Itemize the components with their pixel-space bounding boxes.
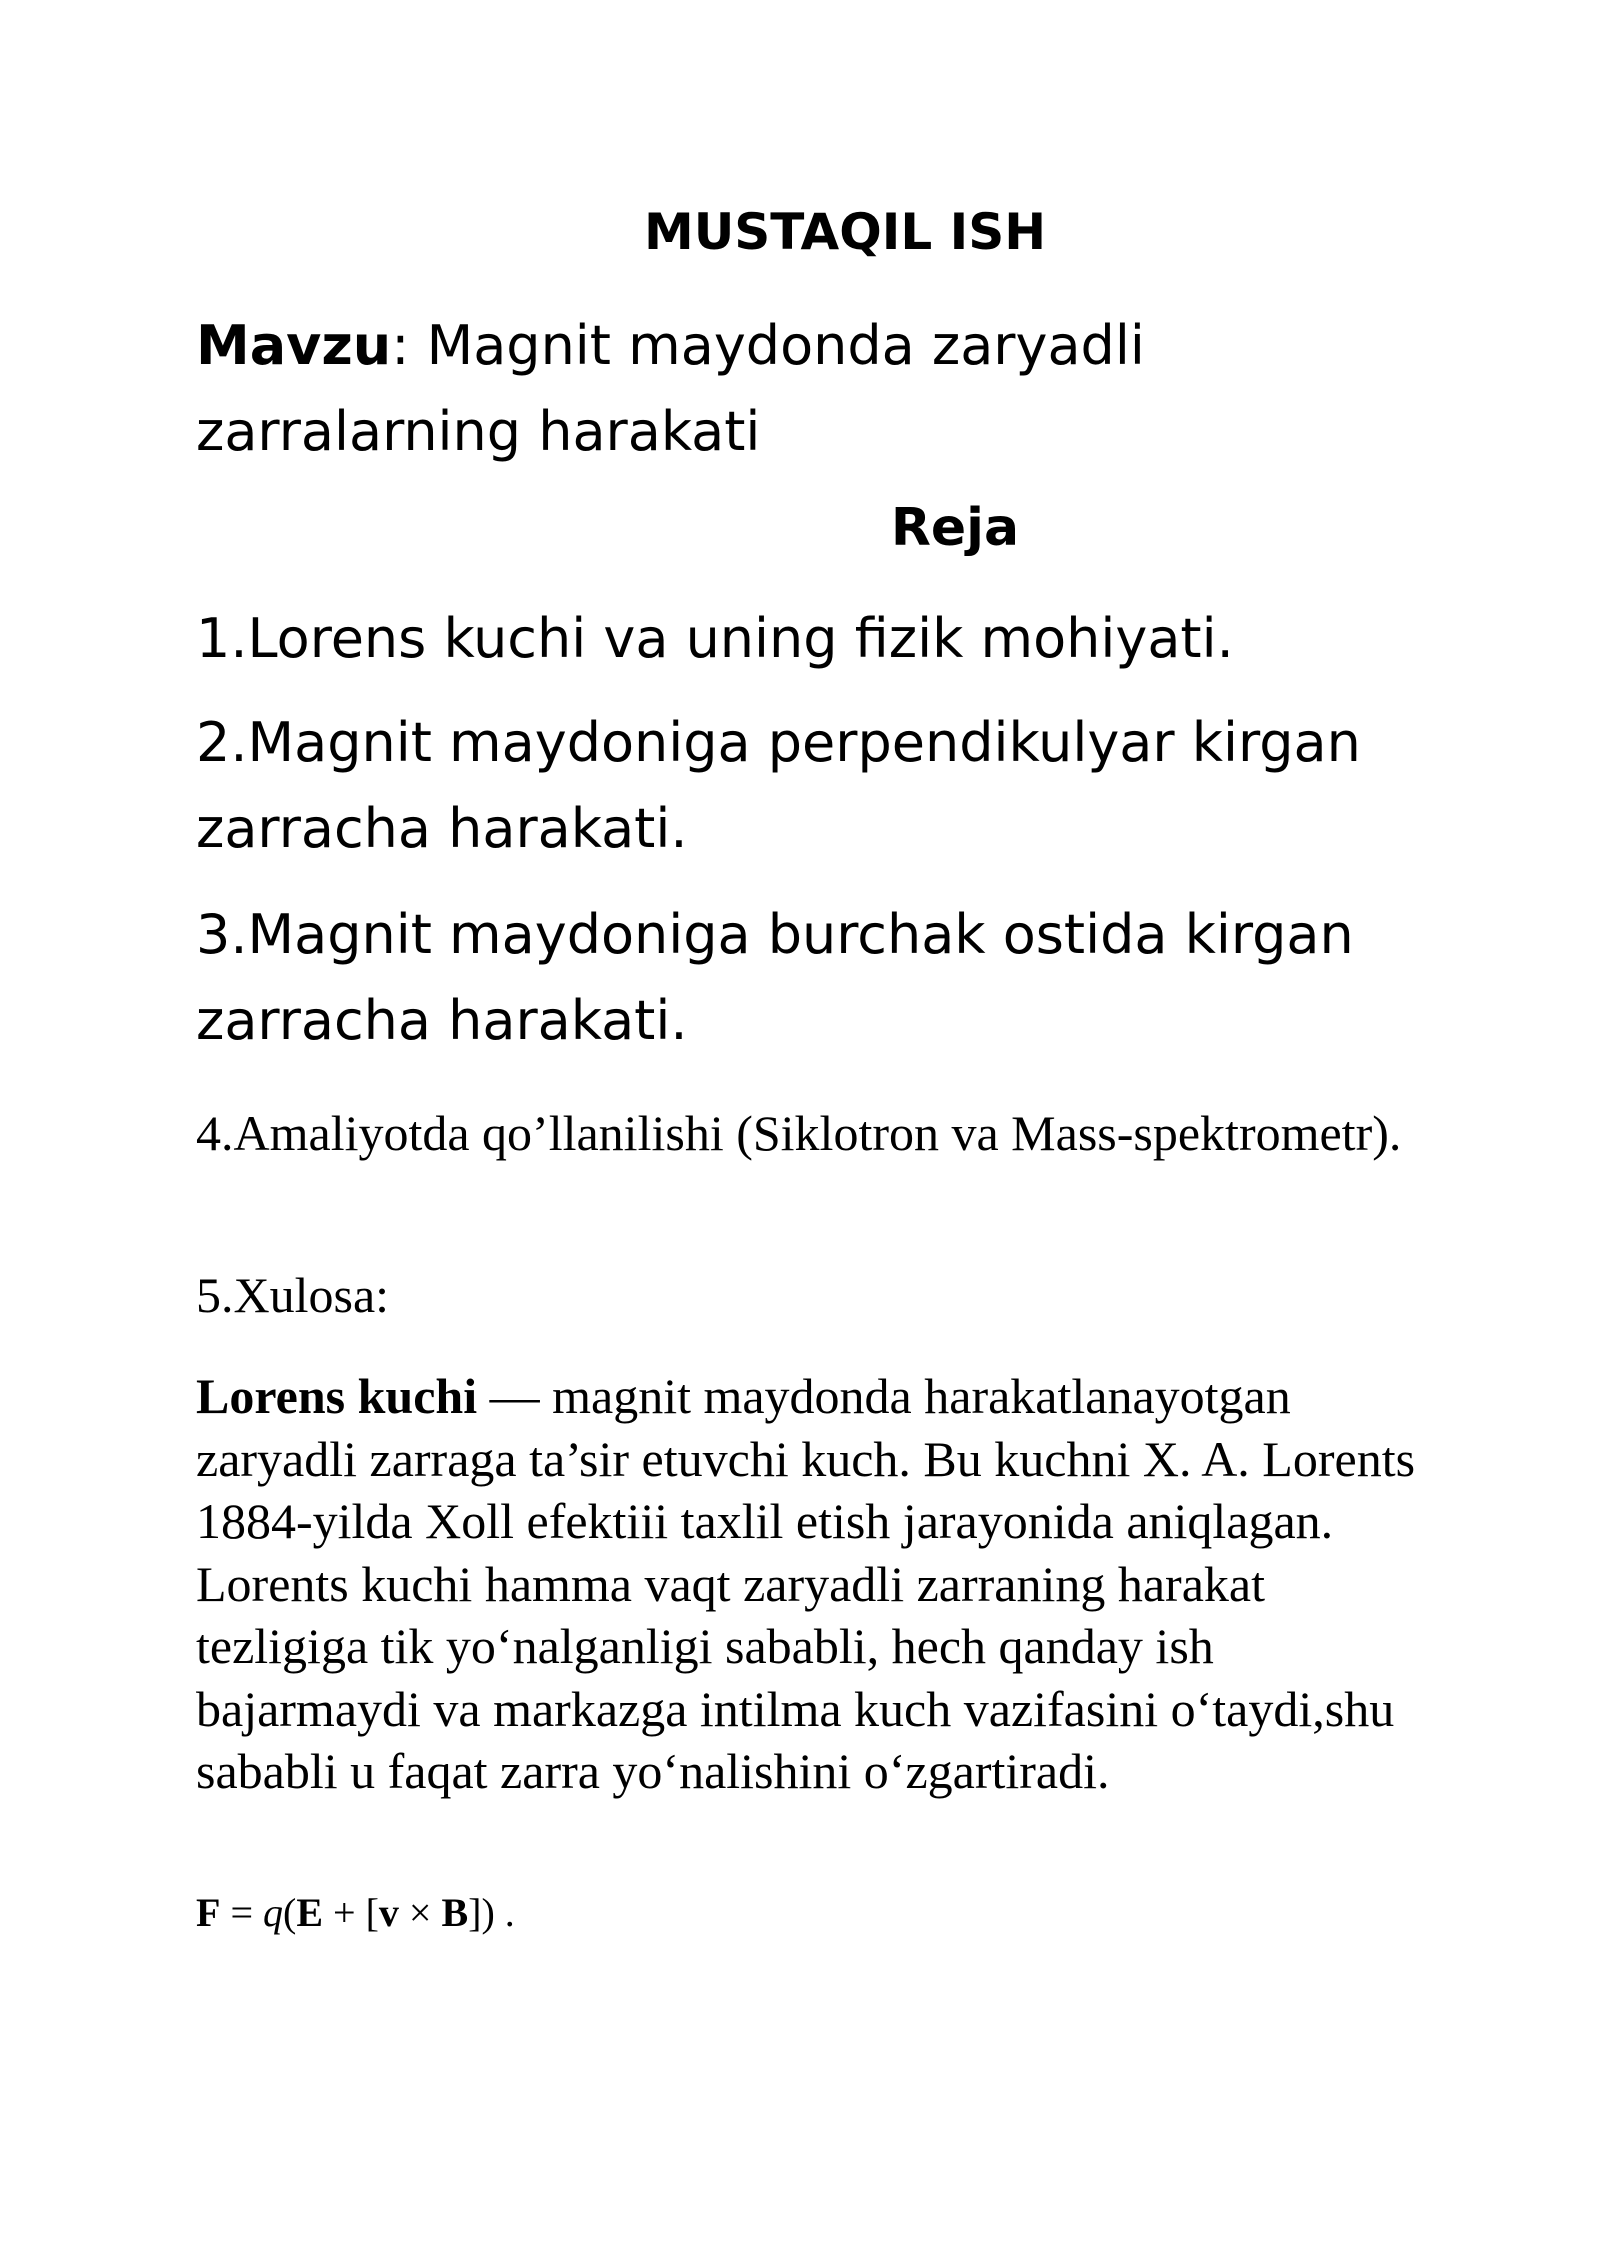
lorentz-formula bbox=[196, 1888, 515, 1938]
definition-term: Lorens kuchi bbox=[196, 1368, 478, 1424]
formula-close: ]) . bbox=[468, 1890, 515, 1935]
plan-item-3: 3.Magnit maydoniga burchak ostida kirgan zarracha harakati. bbox=[196, 903, 1354, 1052]
definition-paragraph bbox=[196, 1365, 1436, 1803]
topic-separator: : bbox=[391, 314, 410, 377]
plan-item-2: 2.Magnit maydoniga perpendikulyar kirgan zarracha harakati. bbox=[196, 711, 1361, 860]
plan-item-5: 5.Xulosa: bbox=[196, 1267, 390, 1323]
topic-line bbox=[196, 303, 1446, 475]
formula-F: F bbox=[196, 1890, 221, 1935]
plan-heading: Reja bbox=[890, 498, 1020, 558]
definition-text: — magnit maydonda harakatlanayotgan zaryadli zarraga ta’sir etuvchi kuch. Bu kuchni X. A. Lorents 1884-yilda Xoll efektiii taxlil etish jarayonida aniqlagan. Lorents kuchi hamma vaqt zaryadli zarraning harakat tezligiga tik yo‘nalganligi sababli, hech qanday ish bajarmaydi va markazga intilma kuch vazifasini o‘taydi,shu sababli u faqat zarra yo‘nalishini o‘zgartiradi. bbox=[196, 1368, 1416, 1799]
topic-label: Mavzu bbox=[196, 314, 392, 377]
formula-q: q bbox=[263, 1890, 283, 1935]
document-title: MUSTAQIL ISH bbox=[643, 203, 1047, 261]
plan-item-4: 4.Amaliyotda qo’llanilishi (Siklotron va Mass-spektrometr). bbox=[196, 1105, 1402, 1161]
topic-text: Magnit maydonda zaryadli zarralarning harakati bbox=[196, 314, 1145, 463]
formula-E: E bbox=[296, 1890, 324, 1935]
formula-plus: + [ bbox=[323, 1890, 379, 1935]
formula-eq: = bbox=[220, 1890, 263, 1935]
plan-item-1: 1.Lorens kuchi va uning fizik mohiyati. bbox=[196, 607, 1234, 670]
formula-times: × bbox=[398, 1890, 442, 1935]
formula-open: ( bbox=[283, 1890, 297, 1935]
formula-B: B bbox=[441, 1890, 469, 1935]
formula-v: v bbox=[378, 1890, 399, 1935]
